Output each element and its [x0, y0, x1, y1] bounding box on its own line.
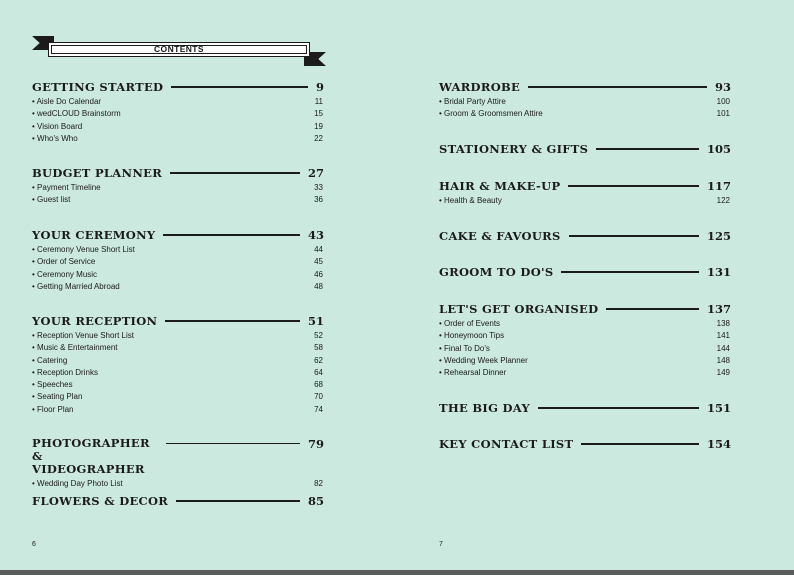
- toc-item-page: 33: [314, 183, 323, 192]
- sub-items: [32, 478, 324, 490]
- toc-item[interactable]: [32, 133, 324, 145]
- toc-item[interactable]: [32, 391, 324, 403]
- toc-section: [32, 80, 324, 145]
- toc-item[interactable]: [32, 96, 324, 108]
- section-title: KEY CONTACT LIST: [439, 436, 574, 451]
- toc-item-bullet-label: [439, 96, 506, 108]
- leader-line: [538, 407, 699, 408]
- toc-item-bullet-label: [439, 195, 502, 207]
- toc-item[interactable]: [32, 367, 324, 379]
- toc-item-page: 44: [314, 245, 323, 254]
- toc-item-label: Catering: [37, 355, 68, 365]
- section-heading[interactable]: [439, 142, 731, 156]
- toc-item-label: Order of Service: [37, 257, 96, 267]
- leader-line: [166, 443, 300, 444]
- toc-item-label: wedCLOUD Brainstorm: [37, 109, 121, 119]
- toc-item-label: Wedding Week Planner: [444, 355, 528, 365]
- leader-line: [569, 235, 699, 236]
- section-heading[interactable]: [32, 437, 324, 476]
- toc-item-page: 45: [314, 257, 323, 267]
- section-title: CAKE & FAVOURS: [439, 228, 561, 243]
- toc-item[interactable]: [439, 318, 731, 330]
- toc-item-label: Honeymoon Tips: [444, 331, 505, 341]
- section-page-number: 93: [714, 80, 731, 94]
- section-title: YOUR RECEPTION: [32, 313, 158, 328]
- bullet-icon: •: [439, 196, 445, 205]
- toc-item[interactable]: [439, 343, 731, 355]
- bullet-icon: •: [32, 97, 37, 106]
- toc-item-bullet-label: [32, 330, 134, 342]
- toc-item-page: 101: [716, 109, 730, 119]
- leader-line: [176, 500, 300, 501]
- toc-section: [439, 401, 731, 415]
- section-page-number: 27: [307, 166, 324, 180]
- section-page-number: 79: [307, 437, 324, 451]
- section-heading[interactable]: [439, 265, 731, 279]
- toc-item[interactable]: [32, 121, 324, 133]
- toc-item-page: 46: [314, 269, 323, 279]
- bullet-icon: •: [32, 245, 38, 254]
- toc-item-bullet-label: [439, 330, 504, 342]
- toc-item-bullet-label: [439, 355, 528, 367]
- toc-item-label: Wedding Day Photo List: [37, 479, 123, 488]
- toc-item-page: 144: [716, 343, 730, 353]
- toc-section: [439, 437, 731, 451]
- bullet-icon: •: [32, 133, 38, 143]
- toc-item[interactable]: [32, 342, 324, 354]
- section-page-number: 154: [706, 437, 731, 451]
- toc-item-page: 48: [314, 281, 323, 291]
- toc-item-page: 11: [314, 97, 323, 106]
- toc-item-bullet-label: [439, 318, 500, 330]
- sub-items: [439, 195, 731, 207]
- toc-section: [439, 265, 731, 279]
- bullet-icon: •: [439, 319, 445, 328]
- leader-line: [561, 271, 699, 272]
- toc-item-page: 122: [716, 196, 730, 205]
- toc-item-bullet-label: [32, 391, 82, 403]
- bullet-icon: •: [32, 183, 38, 192]
- bullet-icon: •: [32, 367, 38, 377]
- section-heading[interactable]: [439, 179, 731, 193]
- toc-item-page: 58: [314, 343, 323, 353]
- toc-item-bullet-label: [32, 96, 101, 108]
- toc-item-page: 148: [716, 355, 730, 365]
- section-page-number: 125: [706, 229, 731, 243]
- toc-section: [32, 228, 324, 293]
- toc-item-label: Reception Drinks: [37, 367, 98, 377]
- leader-line: [606, 308, 699, 309]
- toc-item[interactable]: [439, 108, 731, 120]
- toc-section: [32, 494, 324, 508]
- section-title: HAIR & MAKE-UP: [439, 178, 561, 193]
- toc-section: [439, 179, 731, 207]
- section-title: WARDROBE: [439, 79, 521, 94]
- leader-line: [581, 443, 699, 444]
- toc-item-label: Vision Board: [37, 121, 83, 131]
- sub-items: [439, 318, 731, 379]
- toc-item-page: 100: [716, 97, 730, 106]
- bottom-edge: [0, 570, 794, 575]
- bullet-icon: •: [32, 479, 38, 488]
- toc-section: [32, 166, 324, 207]
- toc-item-label: Health & Beauty: [444, 196, 502, 205]
- bullet-icon: •: [32, 121, 38, 131]
- toc-section: [439, 229, 731, 243]
- toc-item-bullet-label: [32, 367, 98, 379]
- leader-line: [528, 86, 707, 87]
- toc-item-page: 64: [314, 367, 323, 377]
- section-heading[interactable]: [32, 166, 324, 180]
- bullet-icon: •: [439, 331, 445, 341]
- toc-item[interactable]: [32, 194, 324, 206]
- sub-items: [32, 96, 324, 145]
- section-page-number: 9: [315, 80, 324, 94]
- toc-item-bullet-label: [32, 256, 95, 268]
- toc-item-page: 141: [716, 331, 730, 341]
- toc-item-bullet-label: [32, 379, 73, 391]
- toc-item-bullet-label: [32, 355, 67, 367]
- page-number: 6: [32, 541, 36, 548]
- section-page-number: 43: [307, 228, 324, 242]
- toc-item-page: 138: [716, 319, 730, 328]
- toc-item-label: Final To Do's: [444, 343, 490, 353]
- section-title: YOUR CEREMONY: [32, 227, 156, 242]
- toc-item-label: Groom & Groomsmen Attire: [444, 109, 543, 119]
- toc-section: [439, 142, 731, 156]
- toc-item[interactable]: [439, 355, 731, 367]
- toc-item-bullet-label: [32, 478, 123, 490]
- section-page-number: 117: [706, 179, 731, 193]
- bullet-icon: •: [32, 281, 38, 291]
- bullet-icon: •: [32, 343, 38, 353]
- toc-section: [32, 314, 324, 416]
- toc-item-page: 82: [314, 479, 323, 488]
- toc-item[interactable]: [32, 108, 324, 120]
- toc-item[interactable]: [32, 269, 324, 281]
- bullet-icon: •: [439, 355, 445, 365]
- toc-item-bullet-label: [32, 244, 135, 256]
- toc-item-page: 22: [314, 133, 323, 143]
- toc-item[interactable]: [439, 367, 731, 379]
- toc-item-bullet-label: [32, 121, 82, 133]
- toc-item-page: 70: [314, 392, 323, 402]
- toc-item-label: Guest list: [37, 195, 71, 205]
- right-page: [397, 0, 794, 575]
- leader-line: [170, 172, 300, 173]
- section-heading[interactable]: [32, 314, 324, 328]
- toc-item-label: Rehearsal Dinner: [444, 368, 507, 378]
- toc-item[interactable]: [32, 379, 324, 391]
- section-page-number: 85: [307, 494, 324, 508]
- section-title: STATIONERY & GIFTS: [439, 141, 589, 156]
- toc-item-bullet-label: [32, 133, 78, 145]
- bullet-icon: •: [439, 343, 445, 353]
- toc-item-bullet-label: [32, 342, 118, 354]
- sub-items: [32, 182, 324, 207]
- bullet-icon: •: [439, 109, 445, 119]
- bullet-icon: •: [32, 257, 38, 267]
- bullet-icon: •: [32, 380, 38, 390]
- section-heading[interactable]: [439, 401, 731, 415]
- section-title: THE BIG DAY: [439, 400, 530, 415]
- toc-item[interactable]: [32, 478, 324, 490]
- toc-item-bullet-label: [439, 108, 543, 120]
- toc-item-label: Getting Married Abroad: [37, 281, 120, 291]
- toc-item-bullet-label: [32, 269, 97, 281]
- section-page-number: 151: [706, 401, 731, 415]
- sub-items: [32, 244, 324, 293]
- section-page-number: 51: [307, 314, 324, 328]
- toc-item-page: 149: [716, 368, 730, 378]
- toc-item[interactable]: [439, 195, 731, 207]
- section-page-number: 131: [706, 265, 731, 279]
- toc-item-bullet-label: [439, 367, 506, 379]
- toc-item[interactable]: [32, 182, 324, 194]
- toc-section: [439, 80, 731, 121]
- toc-item-label: Payment Timeline: [37, 183, 101, 192]
- leader-line: [596, 148, 699, 149]
- toc-item-page: 36: [314, 195, 323, 205]
- toc-item[interactable]: [439, 330, 731, 342]
- section-title: LET'S GET ORGANISED: [439, 301, 599, 316]
- sub-items: [32, 330, 324, 416]
- toc-item-label: Reception Venue Short List: [37, 331, 134, 340]
- toc-item-label: Floor Plan: [37, 404, 74, 414]
- section-heading[interactable]: [32, 494, 324, 508]
- toc-item-bullet-label: [32, 194, 70, 206]
- toc-item[interactable]: [32, 355, 324, 367]
- section-heading[interactable]: [439, 229, 731, 243]
- toc-item-bullet-label: [32, 108, 121, 120]
- page-number: 7: [439, 541, 443, 548]
- toc-item-page: 68: [314, 380, 323, 390]
- section-heading[interactable]: [439, 437, 731, 451]
- bullet-icon: •: [439, 97, 445, 106]
- leader-line: [171, 86, 308, 87]
- toc-section: [439, 302, 731, 379]
- toc-item-bullet-label: [32, 281, 120, 293]
- toc-item[interactable]: [32, 281, 324, 293]
- sub-items: [439, 96, 731, 121]
- section-heading[interactable]: [439, 80, 731, 94]
- toc-item-bullet-label: [32, 404, 74, 416]
- toc-item-page: 15: [314, 109, 323, 119]
- section-page-number: 105: [706, 142, 731, 156]
- bullet-icon: •: [32, 109, 38, 119]
- toc-item-page: 74: [314, 404, 323, 414]
- toc-item-page: 52: [314, 331, 323, 340]
- bullet-icon: •: [439, 368, 445, 378]
- toc-item[interactable]: [32, 244, 324, 256]
- toc-item-label: Ceremony Music: [37, 269, 98, 279]
- contents-title: CONTENTS: [154, 44, 204, 54]
- section-title: PHOTOGRAPHER & VIDEOGRAPHER: [32, 436, 150, 476]
- toc-section: [32, 437, 324, 490]
- section-heading[interactable]: [439, 302, 731, 316]
- section-title: GETTING STARTED: [32, 79, 164, 94]
- toc-item-label: Ceremony Venue Short List: [37, 245, 135, 254]
- toc-item[interactable]: [32, 256, 324, 268]
- section-title: BUDGET PLANNER: [32, 165, 163, 180]
- toc-item[interactable]: [439, 96, 731, 108]
- bullet-icon: •: [32, 331, 38, 340]
- leader-line: [568, 185, 699, 186]
- section-heading[interactable]: [32, 228, 324, 242]
- section-heading[interactable]: [32, 80, 324, 94]
- leader-line: [165, 320, 300, 321]
- toc-item-bullet-label: [32, 182, 101, 194]
- toc-item-page: 62: [314, 355, 323, 365]
- toc-item-label: Aisle Do Calendar: [36, 97, 102, 106]
- toc-item-bullet-label: [439, 343, 490, 355]
- section-title: FLOWERS & DECOR: [32, 493, 169, 508]
- toc-item-label: Music & Entertainment: [37, 343, 118, 353]
- toc-item-label: Speeches: [37, 380, 73, 390]
- toc-item-label: Who's Who: [37, 133, 78, 143]
- bullet-icon: •: [32, 269, 38, 279]
- bullet-icon: •: [32, 392, 38, 402]
- toc-item[interactable]: [32, 404, 324, 416]
- toc-item-label: Bridal Party Attire: [444, 97, 506, 106]
- bullet-icon: •: [32, 355, 38, 365]
- section-title: GROOM TO DO'S: [439, 264, 554, 279]
- toc-item-page: 19: [314, 121, 323, 131]
- toc-item-label: Seating Plan: [37, 392, 83, 402]
- toc-item[interactable]: [32, 330, 324, 342]
- section-page-number: 137: [706, 302, 731, 316]
- leader-line: [163, 234, 300, 235]
- bullet-icon: •: [32, 404, 38, 414]
- contents-banner: [32, 34, 326, 68]
- bullet-icon: •: [32, 195, 38, 205]
- toc-item-label: Order of Events: [444, 319, 501, 328]
